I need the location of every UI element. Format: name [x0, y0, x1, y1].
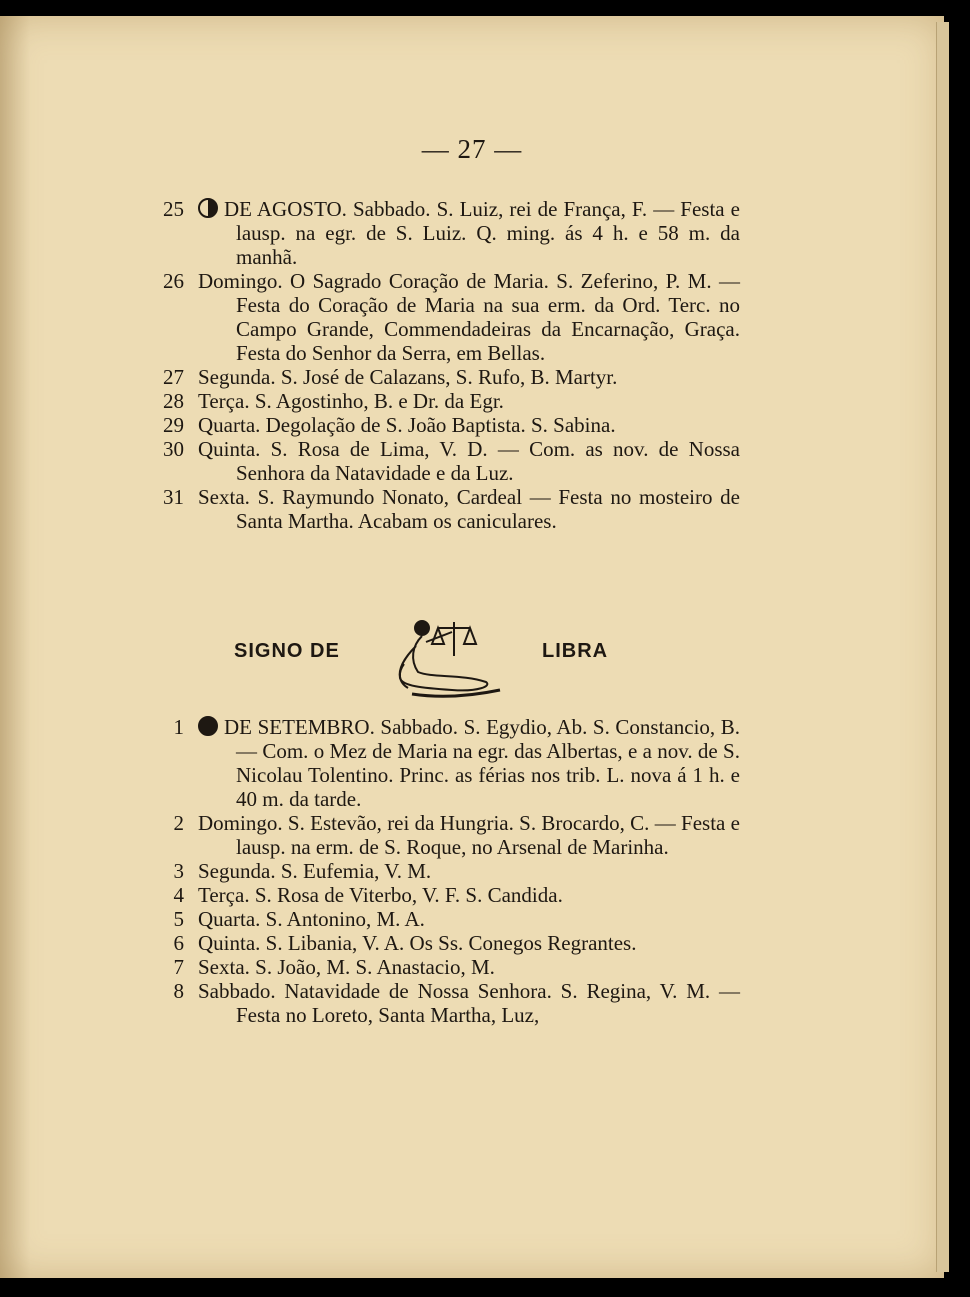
entry-text: Quarta. Degolação de S. João Baptista. S. Sabina. [198, 413, 616, 437]
libra-figure-icon [382, 616, 512, 698]
day-number: 27 [163, 365, 184, 389]
list-item [150, 715, 740, 811]
day-number: 7 [173, 955, 184, 979]
day-number: 25 [163, 197, 184, 221]
page-number: — 27 — [421, 134, 523, 164]
sign-label-left: SIGNO DE [234, 640, 340, 662]
list-item [150, 197, 740, 269]
day-number: 28 [163, 389, 184, 413]
list-item [150, 907, 740, 931]
entry-text: Sexta. S. João, M. S. Anastacio, M. [198, 955, 495, 979]
entry-text: Quarta. S. Antonino, M. A. [198, 907, 425, 931]
entry-text: Quinta. S. Rosa de Lima, V. D. — Com. as nov. de Nossa Senhora da Natavidade e da Luz. [198, 437, 740, 485]
list-item [150, 389, 740, 413]
entry-text: Domingo. O Sagrado Coração de Maria. S. Zeferino, P. M. — Festa do Coração de Maria na sua erm. da Ord. Terc. no Campo Grande, Commendadeiras da Encarnação, Graça. Festa do Senhor da Serra, em Bellas. [198, 269, 740, 365]
day-number: 4 [173, 883, 184, 907]
day-number: 30 [163, 437, 184, 461]
list-item [150, 413, 740, 437]
day-number: 2 [173, 811, 184, 835]
entry-text: DE SETEMBRO. Sabbado. S. Egydio, Ab. S. Constancio, B. — Com. o Mez de Maria na egr. das Albertas, e a nov. de S. Nicolau Tolentino. Princ. as férias nos trib. L. nova á 1 h. e 40 m. da tarde. [224, 715, 740, 811]
day-number: 6 [173, 931, 184, 955]
day-number: 1 [173, 715, 184, 739]
list-item [150, 883, 740, 907]
entry-text: Sexta. S. Raymundo Nonato, Cardeal — Festa no mosteiro de Santa Martha. Acabam os caniculares. [198, 485, 740, 533]
list-item [150, 365, 740, 389]
zodiac-heading [150, 616, 740, 706]
list-item [150, 859, 740, 883]
list-item [150, 485, 740, 533]
day-number: 31 [163, 485, 184, 509]
day-number: 5 [173, 907, 184, 931]
list-item [150, 955, 740, 979]
list-item [150, 269, 740, 365]
entry-text: Segunda. S. Eufemia, V. M. [198, 859, 432, 883]
entry-text: Domingo. S. Estevão, rei da Hungria. S. Brocardo, C. — Festa e lausp. na erm. de S. Roque, no Arsenal de Marinha. [198, 811, 740, 859]
entry-text: Quinta. S. Libania, V. A. Os Ss. Conegos Regrantes. [198, 931, 637, 955]
sign-label-right: LIBRA [542, 640, 609, 662]
book-page [0, 16, 944, 1278]
september-entries [150, 715, 740, 1027]
entry-text: Terça. S. Rosa de Viterbo, V. F. S. Candida. [198, 883, 563, 907]
list-item [150, 979, 740, 1027]
day-number: 26 [163, 269, 184, 293]
list-item [150, 931, 740, 955]
entry-text: Terça. S. Agostinho, B. e Dr. da Egr. [198, 389, 504, 413]
list-item [150, 811, 740, 859]
list-item [150, 437, 740, 485]
entry-text: Segunda. S. José de Calazans, S. Rufo, B. Martyr. [198, 365, 618, 389]
page-edge [936, 22, 949, 1272]
day-number: 3 [173, 859, 184, 883]
new-moon-icon [198, 716, 218, 736]
last-quarter-moon-icon [198, 198, 218, 218]
entry-text: Sabbado. Natavidade de Nossa Senhora. S. Regina, V. M. — Festa no Loreto, Santa Martha, Luz, [198, 979, 740, 1027]
day-number: 8 [173, 979, 184, 1003]
entry-text: DE AGOSTO. Sabbado. S. Luiz, rei de França, F. — Festa e lausp. na egr. de S. Luiz. Q. ming. ás 4 h. e 58 m. da manhã. [224, 197, 740, 269]
august-entries [150, 197, 740, 533]
day-number: 29 [163, 413, 184, 437]
